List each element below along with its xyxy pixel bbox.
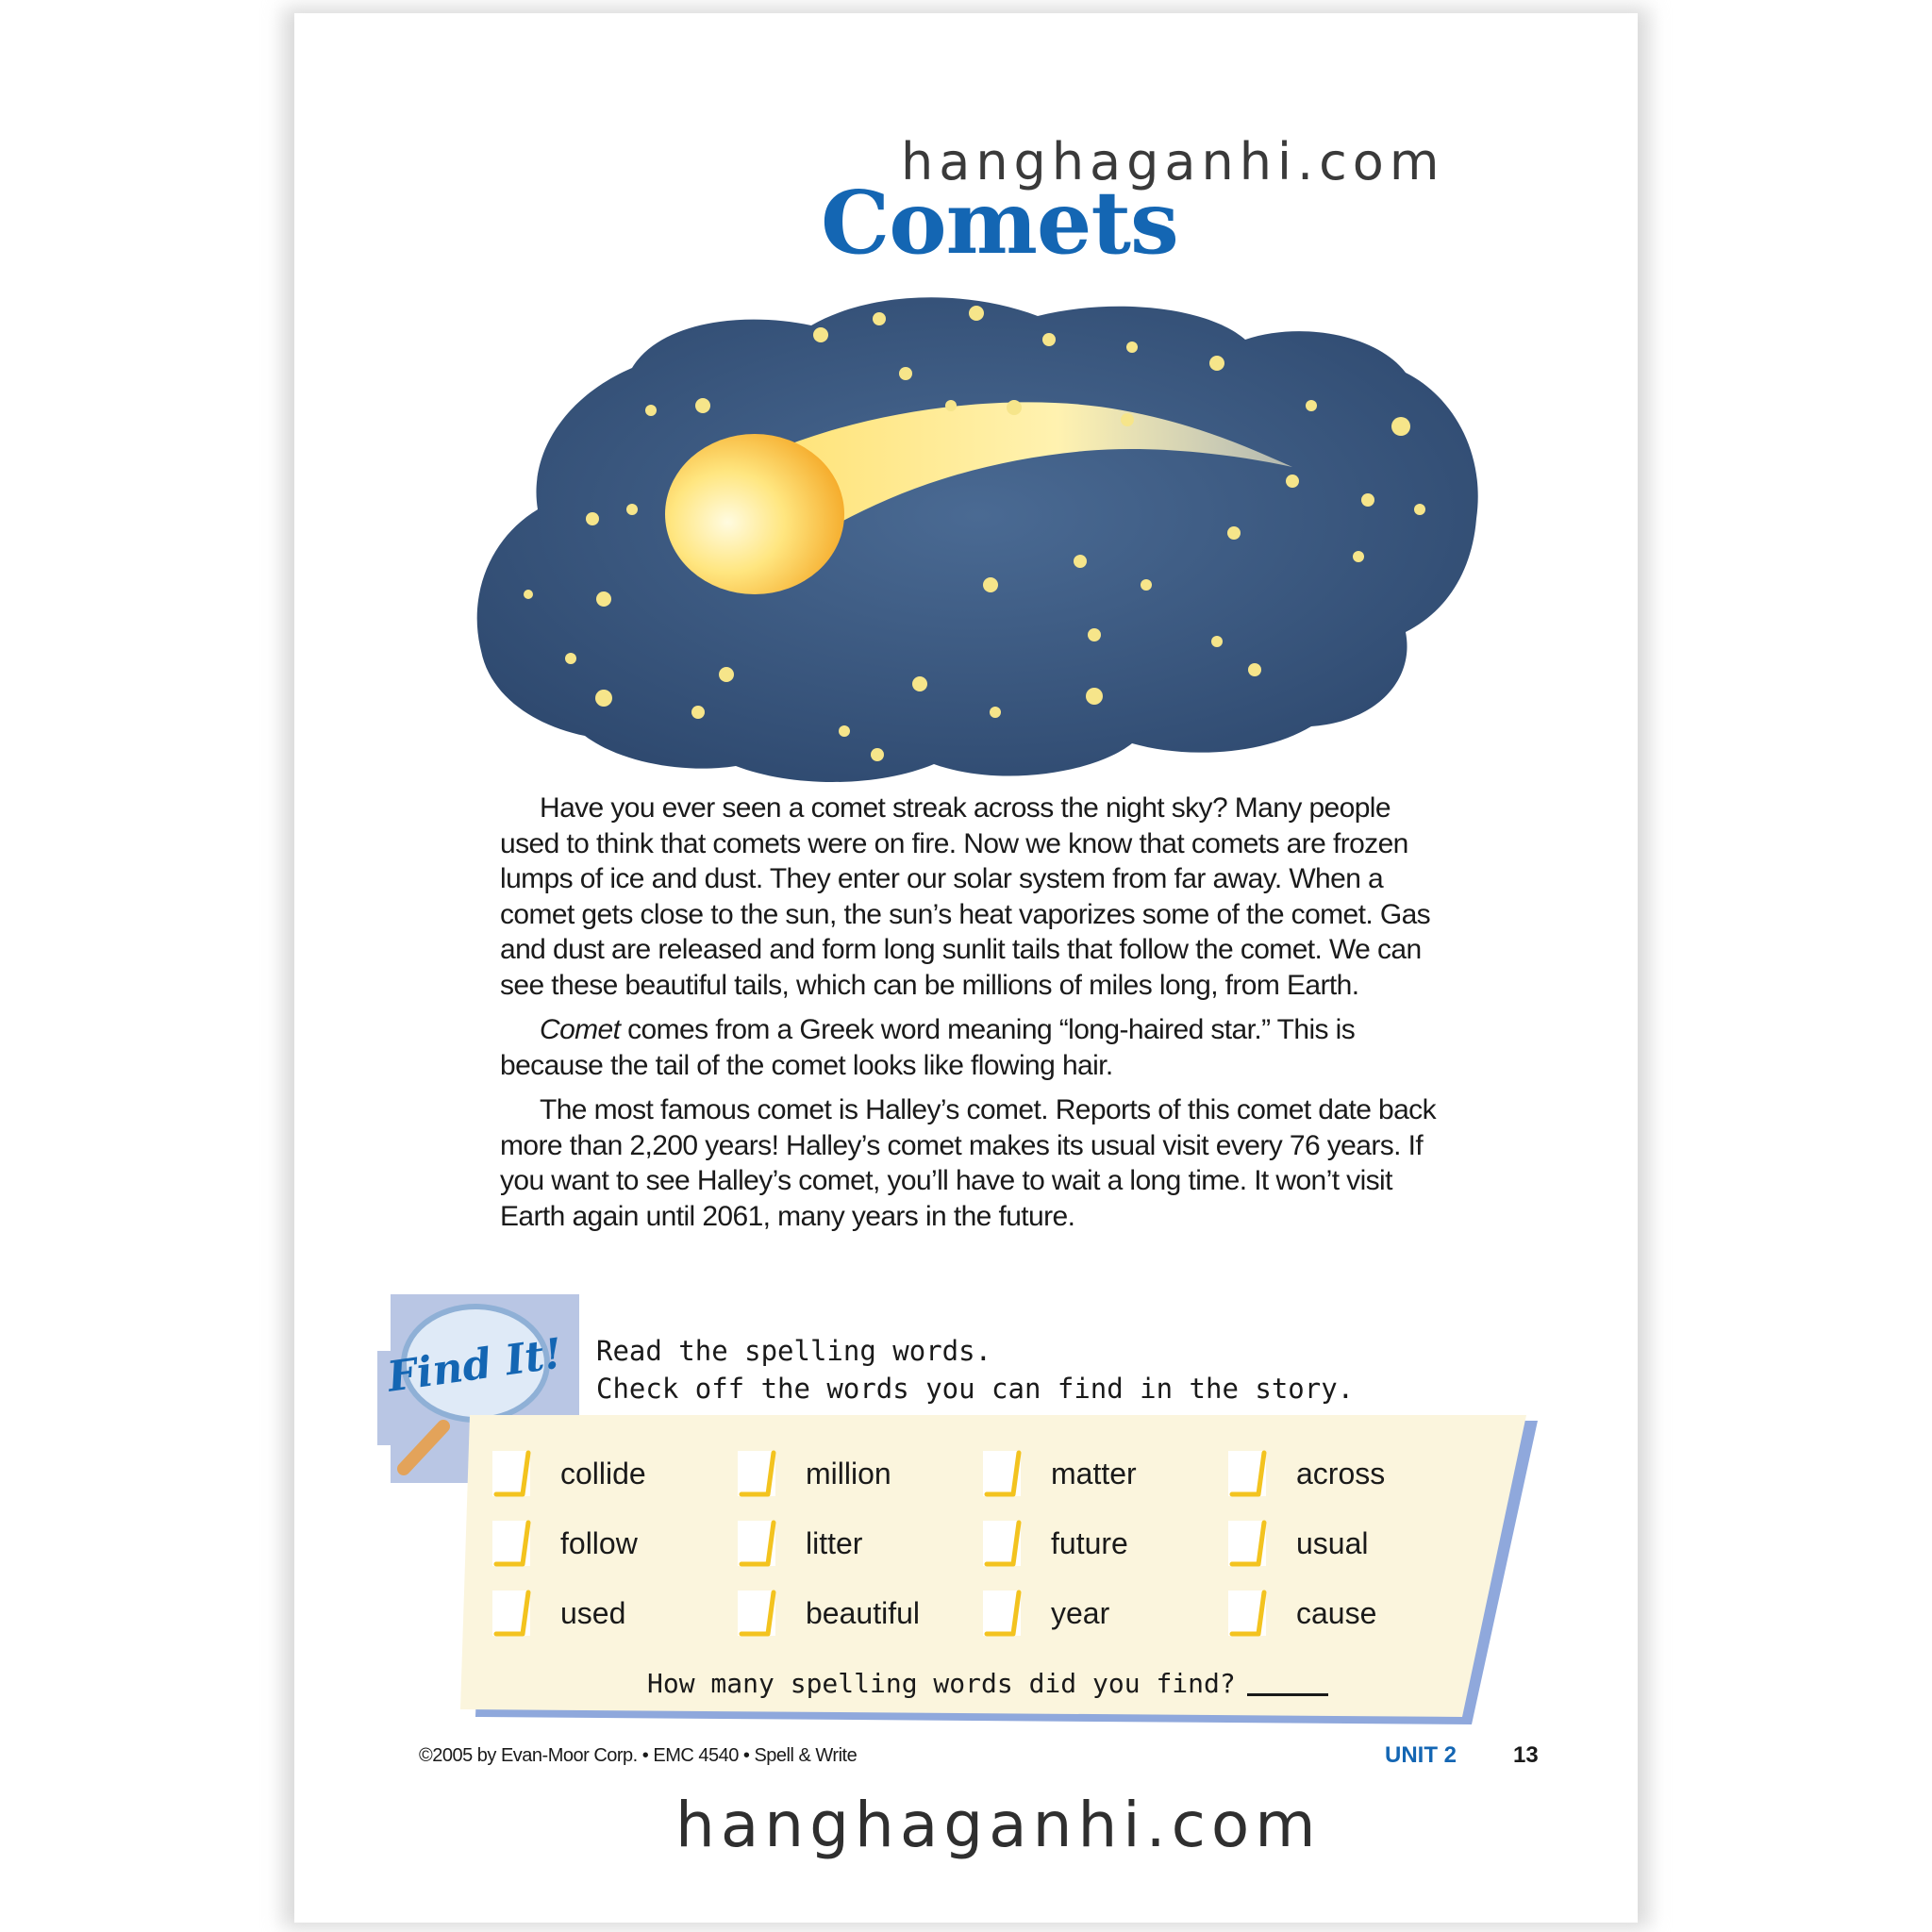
comet-night-sky-illustration: [472, 283, 1491, 792]
spelling-word-label: future: [1051, 1525, 1128, 1560]
spelling-word-item[interactable]: [736, 1515, 862, 1572]
checkbox-icon[interactable]: [981, 1589, 1023, 1638]
spelling-word-label: year: [1051, 1595, 1110, 1630]
spelling-word-item[interactable]: [491, 1515, 638, 1572]
footer-unit-label: UNIT 2: [1385, 1742, 1457, 1768]
spelling-word-item[interactable]: [491, 1585, 625, 1641]
spelling-word-label: million: [806, 1456, 891, 1491]
spelling-word-label: litter: [806, 1525, 863, 1560]
spelling-word-item[interactable]: [981, 1515, 1128, 1572]
count-question-text: How many spelling words did you find?: [647, 1668, 1236, 1699]
spelling-word-label: collide: [560, 1456, 646, 1491]
spelling-word-label: usual: [1296, 1525, 1369, 1560]
spelling-word-item[interactable]: [981, 1445, 1137, 1502]
spelling-word-label: beautiful: [806, 1595, 920, 1630]
checkbox-icon[interactable]: [491, 1519, 532, 1568]
spelling-word-label: follow: [560, 1525, 638, 1560]
checkbox-icon[interactable]: [1226, 1589, 1268, 1638]
checkbox-icon[interactable]: [491, 1589, 532, 1638]
count-question: [647, 1668, 1328, 1699]
comet-head: [665, 434, 844, 594]
spelling-word-item[interactable]: [1226, 1515, 1369, 1572]
checkbox-icon[interactable]: [736, 1589, 777, 1638]
story-paragraph-2: [500, 1012, 1453, 1083]
watermark-bottom: hanghaganhi.com: [675, 1789, 1322, 1861]
spelling-word-item[interactable]: [736, 1445, 891, 1502]
spelling-word-item[interactable]: [1226, 1445, 1385, 1502]
spelling-word-label: matter: [1051, 1456, 1137, 1491]
story-paragraph-1: Have you ever seen a comet streak across the night sky? Many people used to think that comets were on fire. Now we know that comets are frozen lumps of ice and dust. They enter our solar system from far away. When a comet gets close to the sun, the sun’s heat vaporizes some of the comet. Gas and dust are released and form long sunlit tails that follow the comet. We can see these beautiful tails, which can be millions of miles long, from Earth.: [500, 792, 1431, 1001]
checkbox-icon[interactable]: [1226, 1449, 1268, 1498]
checkbox-icon[interactable]: [1226, 1519, 1268, 1568]
answer-blank-line[interactable]: [1247, 1693, 1328, 1696]
watermark-top: hanghaganhi.com: [901, 132, 1445, 192]
footer-page-number: 13: [1513, 1742, 1539, 1768]
spelling-word-label: cause: [1296, 1595, 1377, 1630]
instruction-line-1: Read the spelling words.: [596, 1335, 992, 1367]
sky-cloud-shape: [477, 297, 1478, 782]
spelling-word-item[interactable]: [491, 1445, 646, 1502]
story-paragraph-3: The most famous comet is Halley’s comet. Reports of this comet date back more than 2,200 years! Halley’s comet makes its usual visit every 76 years. If you want to see Halley’s comet, you’ll have to wait a long time. It won’t visit Earth again until 2061, many years in the future.: [500, 1094, 1436, 1232]
italic-word-comet: Comet: [540, 1014, 621, 1045]
checkbox-icon[interactable]: [736, 1449, 777, 1498]
spelling-word-label: across: [1296, 1456, 1386, 1491]
spelling-word-label: used: [560, 1595, 626, 1630]
checkbox-icon[interactable]: [981, 1519, 1023, 1568]
find-it-instructions: [596, 1332, 1354, 1407]
story-text: [500, 791, 1453, 1243]
spelling-word-item[interactable]: [1226, 1585, 1376, 1641]
find-it-badge-label: Find It!: [384, 1329, 566, 1402]
instruction-line-2: Check off the words you can find in the story.: [596, 1373, 1355, 1405]
checkbox-icon[interactable]: [491, 1449, 532, 1498]
footer-copyright: ©2005 by Evan-Moor Corp. • EMC 4540 • Spell & Write: [419, 1745, 858, 1766]
spelling-word-item[interactable]: [981, 1585, 1109, 1641]
checkbox-icon[interactable]: [981, 1449, 1023, 1498]
page-title: Comets: [821, 172, 1178, 274]
spelling-word-item[interactable]: [736, 1585, 920, 1641]
checkbox-icon[interactable]: [736, 1519, 777, 1568]
story-paragraph-2-text: comes from a Greek word meaning “long-haired star.” This is because the tail of the comet looks like flowing hair.: [500, 1014, 1356, 1081]
